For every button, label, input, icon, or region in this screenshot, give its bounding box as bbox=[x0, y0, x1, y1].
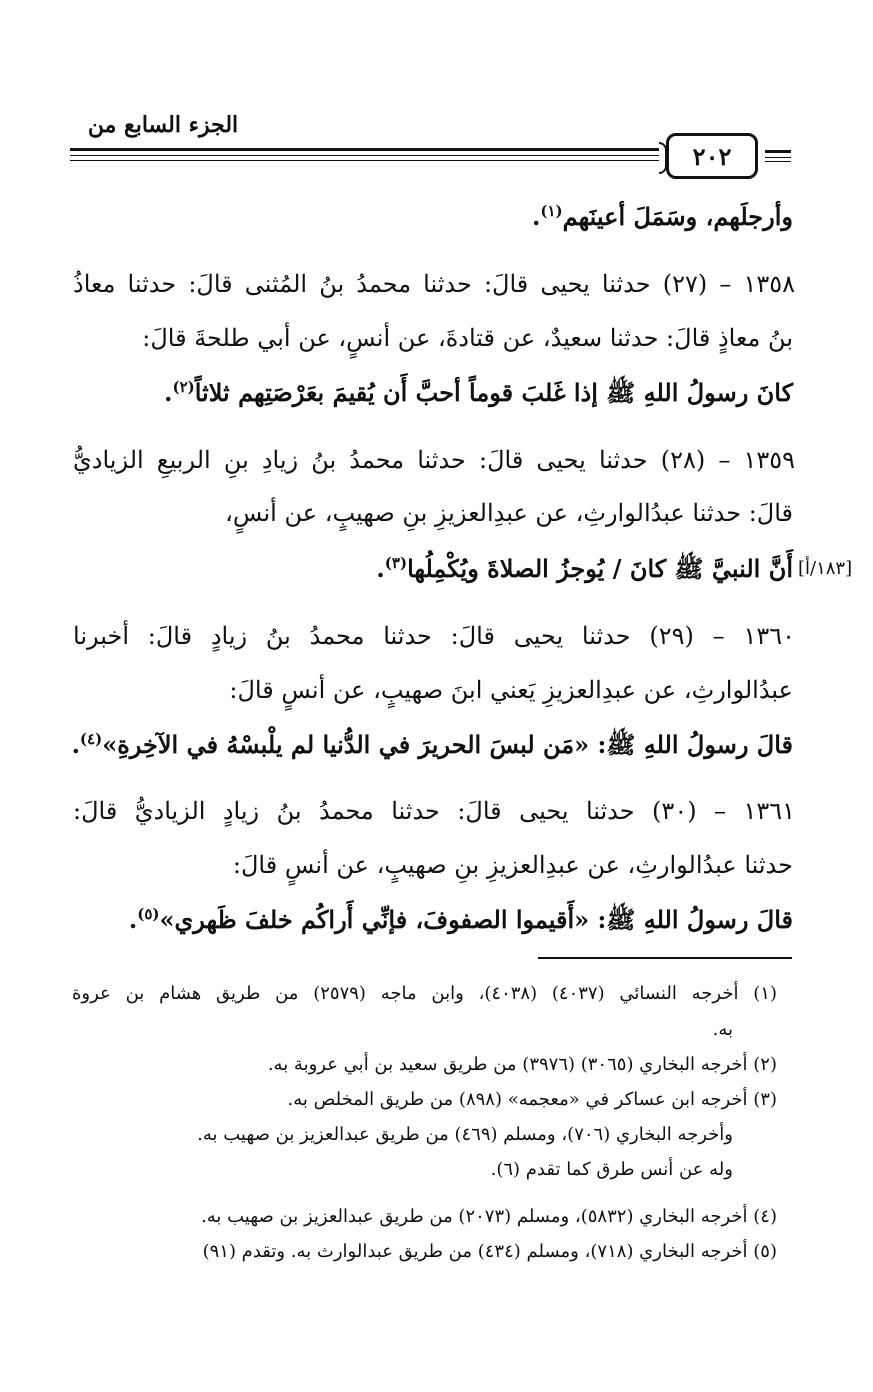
text-line: ١٣٥٩ – (٢٨) حدثنا يحيى قالَ: حدثنا محمدُ بنُ زيادِ بنِ الربيعِ الزياديُّ bbox=[73, 446, 795, 474]
text-content: قالَ رسولُ اللهِ ﷺ: «مَن لبسَ الحريرَ في الدُّنيا لم يلْبسْهُ في الآخِرةِ» bbox=[102, 730, 793, 759]
footnote-ref[interactable]: (٥) bbox=[137, 905, 160, 923]
footnote-ref[interactable]: (١) bbox=[540, 202, 563, 220]
text-line bbox=[83, 549, 793, 589]
footnote-ref[interactable]: (٣) bbox=[384, 554, 408, 572]
text-content: . bbox=[531, 202, 541, 231]
text-line: ١٣٦٠ – (٢٩) حدثنا يحيى قالَ: حدثنا محمدُ بنُ زيادٍ قالَ: أخبرنا bbox=[73, 622, 795, 650]
footnote-ref[interactable]: (٢) bbox=[172, 378, 195, 396]
footnote-5: (٥) أخرجه البخاري (٧١٨)، ومسلم (٤٣٤) من طريق عبدالوارث به. وتقدم (٩١) bbox=[202, 1241, 777, 1262]
text-content: قالَ رسولُ اللهِ ﷺ: «أَقيموا الصفوفَ، فإنِّي أَراكُم خلفَ ظَهري» bbox=[159, 905, 793, 934]
header-rule bbox=[765, 157, 791, 158]
footnote-2: (٢) أخرجه البخاري (٣٠٦٥) (٣٩٧٦) من طريق سعيد بن أبي عروبة به. bbox=[267, 1054, 777, 1075]
text-line bbox=[83, 197, 793, 237]
text-content: . bbox=[164, 378, 173, 407]
text-line: حدثنا عبدُالوارثِ، عن عبدِالعزيزِ بنِ صهيبٍ، عن أنسٍ قالَ: bbox=[232, 851, 793, 879]
text-content: . bbox=[71, 730, 80, 759]
text-line bbox=[83, 900, 793, 940]
footnote-4: (٤) أخرجه البخاري (٥٨٣٢)، ومسلم (٢٠٧٣) من طريق عبدالعزيز بن صهيب به. bbox=[201, 1206, 777, 1227]
text-line: بنُ معاذٍ قالَ: حدثنا سعيدٌ، عن قتادةَ، عن أنسٍ، عن أبي طلحةَ قالَ: bbox=[142, 324, 793, 352]
footnote-1: (١) أخرجه النسائي (٤٠٣٧) (٤٠٣٨)، وابن ماجه (٢٥٧٩) من طريق هشام بن عروة bbox=[72, 983, 777, 1004]
text-line: عبدُالوارثِ، عن عبدِالعزيزِ يَعني ابنَ صهيبٍ، عن أنسٍ قالَ: bbox=[229, 676, 793, 704]
page-number: ٢٠٢ bbox=[666, 133, 758, 179]
text-content: . bbox=[128, 905, 138, 934]
footnote-separator bbox=[538, 957, 792, 959]
text-content: . bbox=[376, 554, 385, 583]
running-header-title: الجزء السابع من bbox=[87, 112, 239, 138]
header-rule bbox=[765, 150, 791, 153]
text-line bbox=[83, 373, 793, 413]
header-rule bbox=[765, 161, 791, 162]
text-line: قالَ: حدثنا عبدُالوارثِ، عن عبدِالعزيزِ بنِ صهيبٍ، عن أنسٍ، bbox=[225, 499, 793, 527]
footnote-1-continued: به. bbox=[712, 1019, 733, 1040]
text-line bbox=[71, 725, 793, 765]
text-line: ١٣٦١ – (٣٠) حدثنا يحيى قالَ: حدثنا محمدُ بنُ زيادٍ الزياديُّ قالَ: bbox=[73, 797, 796, 825]
text-line: ١٣٥٨ – (٢٧) حدثنا يحيى قالَ: حدثنا محمدُ بنُ المُثنى قالَ: حدثنا معاذُ bbox=[73, 270, 795, 298]
text-content: كانَ رسولُ اللهِ ﷺ إذا غَلبَ قوماً أحبَّ أَن يُقيمَ بعَرْصَتِهم ثلاثاً bbox=[194, 378, 793, 407]
footnote-3-continued: وأخرجه البخاري (٧٠٦)، ومسلم (٤٦٩) من طريق عبدالعزيز بن صهيب به. bbox=[197, 1124, 733, 1145]
header-rule bbox=[70, 160, 670, 161]
text-content: وأرجلَهم، وسَمَلَ أعينَهم bbox=[562, 202, 793, 231]
text-content: أَنَّ النبيَّ ﷺ كانَ / يُوجزُ الصلاةَ ويُكْمِلُها bbox=[407, 554, 793, 583]
header-rule bbox=[70, 155, 670, 156]
footnote-3-continued: وله عن أنس طرق كما تقدم (٦). bbox=[490, 1159, 733, 1180]
footnote-ref[interactable]: (٤) bbox=[79, 730, 103, 748]
header-rule bbox=[70, 148, 670, 151]
manuscript-folio-marker: [١٨٣/أ] bbox=[798, 558, 853, 579]
footnote-3: (٣) أخرجه ابن عساكر في «معجمه» (٨٩٨) من طريق المخلص به. bbox=[287, 1089, 777, 1110]
